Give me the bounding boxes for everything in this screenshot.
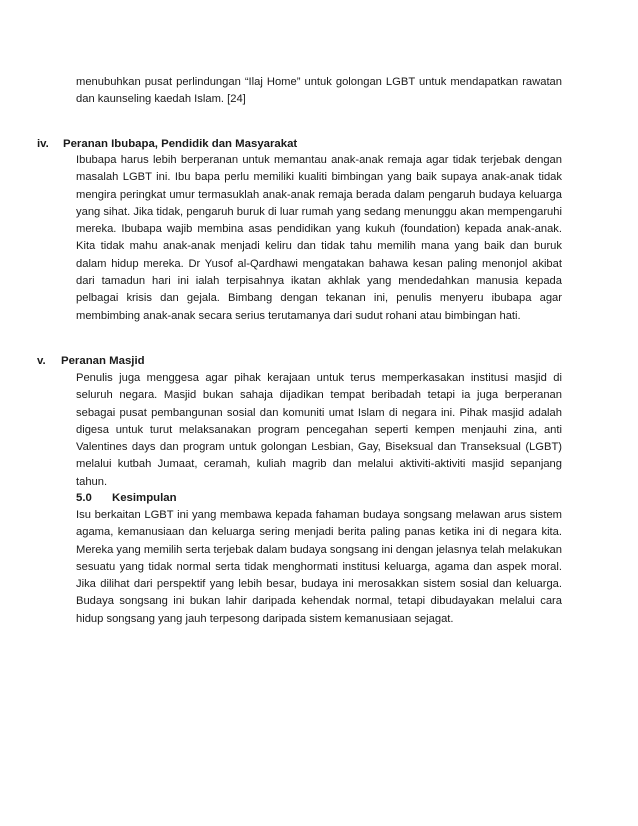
section-heading-mosque (37, 353, 145, 369)
section-body-mosque: Penulis juga menggesa agar pihak kerajaan untuk terus memperkasakan institusi masjid di seluruh negara. Masjid bukan sahaja dijadikan tempat beribadah tetapi ia juga berperanan sebagai pusat pembangunan sosial dan komuniti umat Islam di negara ini. Pihak masjid adalah digesa untuk turut melaksanakan program pencegahan seperti kempen menjauhi zina, anti Valentines days dan program untuk golongan Lesbian, Gay, Biseksual dan Transeksual (LGBT) melalui kutbah Jumaat, ceramah, kuliah magrib dan melalui aktiviti-aktiviti masjid sepanjang tahun. (76, 372, 562, 488)
section-body-conclusion: Isu berkaitan LGBT ini yang membawa kepada fahaman budaya songsang melawan arus sistem agama, kemanusiaan dan keluarga sering menjadi berita paling panas ketika ini di negara kita. Mereka yang memilih serta terjebak dalam budaya songsang ini dengan jelasnya telah melakukan sesuatu yang tidak normal serta tidak menghormati institusi keluarga, agama dan aspek moral. Jika dilihat dari perspektif yang lebih besar, budaya ini merosakkan sistem sosial dan keluarga. Budaya songsang ini bukan lahir daripada kehendak normal, tetapi dibudayakan melalui cara hidup songsang yang jauh terpesong daripada sistem kemanusiaan sejagat. (76, 509, 562, 625)
section-body-parents: Ibubapa harus lebih berperanan untuk memantau anak-anak remaja agar tidak terjebak dengan masalah LGBT ini. Ibu bapa perlu memiliki kualiti bimbingan yang baik supaya anak-anak tidak mengira peringkat umur termasuklah anak-anak remaja berada dalam pengaruh budaya keluarga yang sihat. Jika tidak, pengaruh buruk di luar rumah yang sedang menunggu akan mempengaruhi mereka. Ibubapa wajib membina asas pendidikan yang kukuh (foundation) kepada anak-anak. Kita tidak mahu anak-anak menjadi keliru dan tidak tahu memilih mana yang baik dan buruk dalam hidup mereka. Dr Yusof al-Qardhawi mengatakan bahawa kesan paling menonjol akibat dari tamadun hari ini ialah terpisahnya ikatan akhlak yang mendedahkan manusia kepada pelbagai krisis dan gejala. Bimbang dengan tekanan ini, penulis menyeru ibubapa agar membimbing anak-anak secara serius terutamanya dari sudut rohani atau bimbingan hati. (76, 154, 562, 322)
section-heading-parents (37, 136, 297, 152)
section-title: Peranan Masjid (61, 355, 145, 367)
section-heading-conclusion (76, 490, 177, 506)
section-number: iv. (37, 138, 49, 150)
intro-paragraph: menubuhkan pusat perlindungan “Ilaj Home” untuk golongan LGBT untuk mendapatkan rawatan dan kaunseling kaedah Islam. [24] (76, 76, 562, 106)
section-number: 5.0 (76, 492, 92, 504)
section-title: Peranan Ibubapa, Pendidik dan Masyarakat (63, 138, 298, 150)
section-number: v. (37, 355, 46, 367)
section-title: Kesimpulan (112, 492, 177, 504)
